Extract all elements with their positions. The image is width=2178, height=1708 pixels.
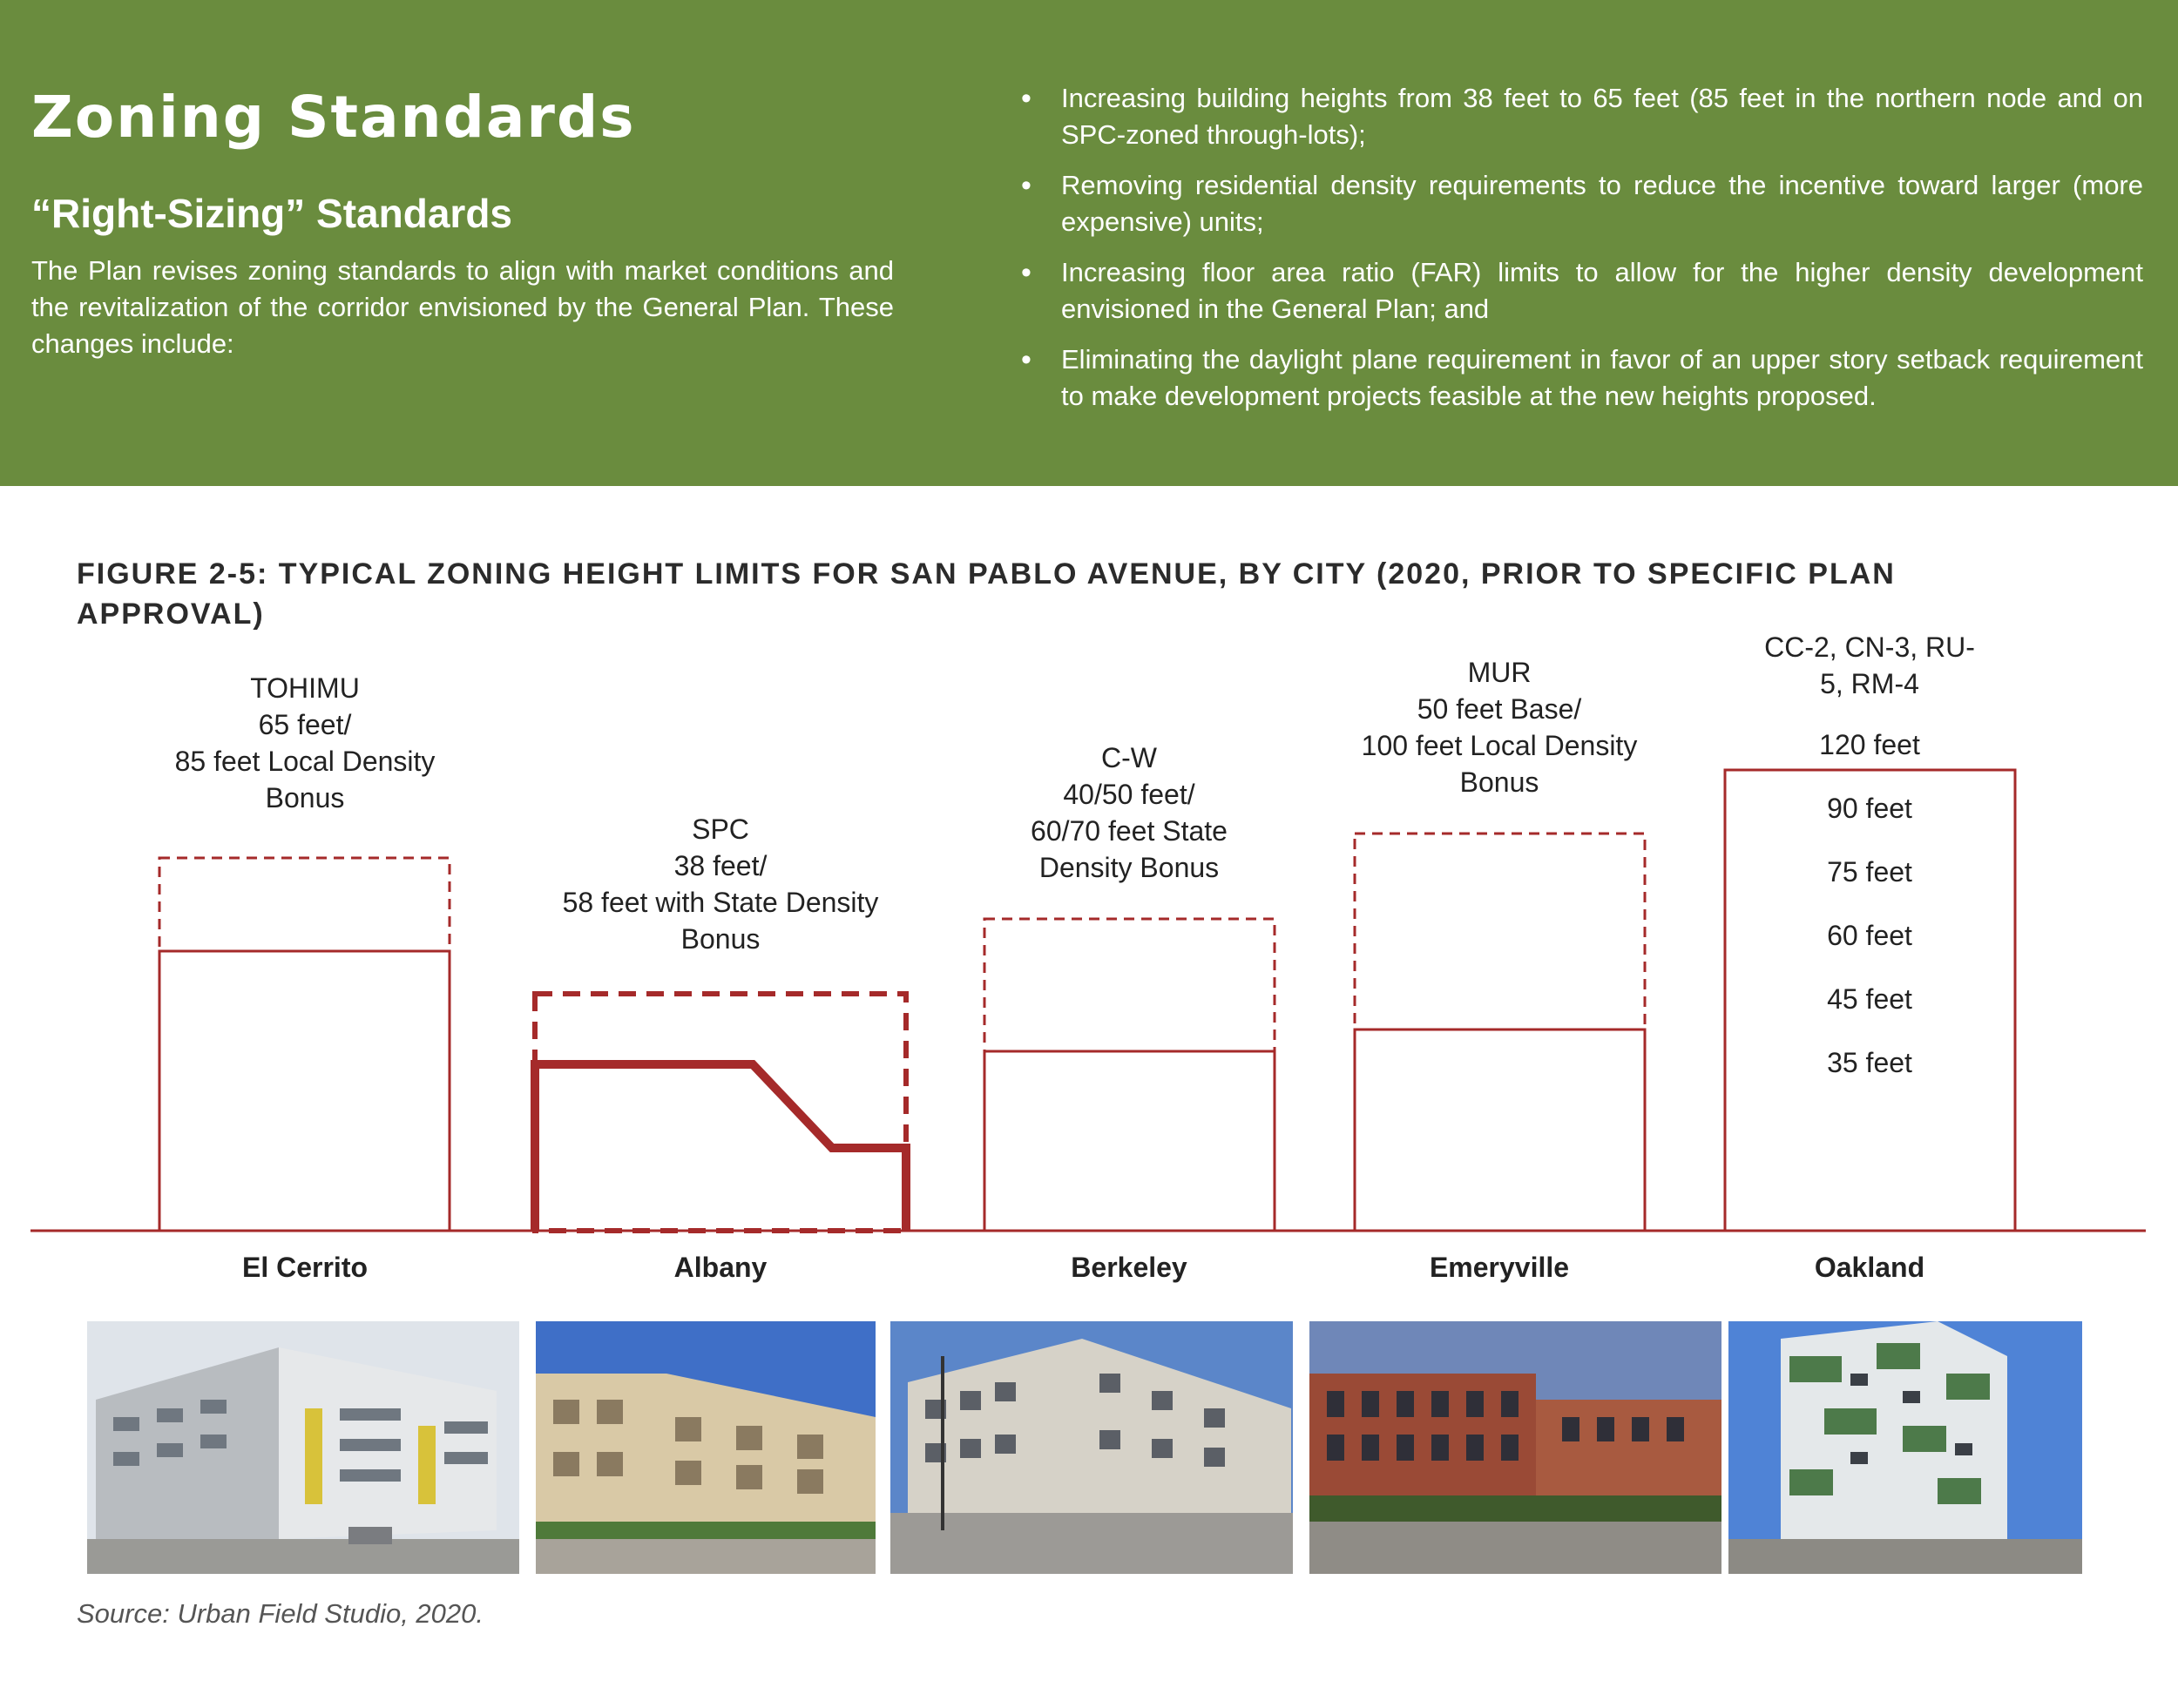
bullet-icon: • <box>1021 256 1032 289</box>
zoning-label-line: MUR <box>1467 657 1532 688</box>
list-item-text: Increasing building heights from 38 feet to 65 feet (85 feet in the northern node and on SPC-zoned through-lots); <box>1061 83 2143 150</box>
zoning-label-line: 5, RM-4 <box>1820 668 1919 699</box>
albany-base-envelope <box>535 1064 906 1231</box>
zoning-label-line: SPC <box>692 813 749 845</box>
emeryville-bonus-envelope <box>1355 834 1645 1231</box>
albany-bonus-envelope <box>535 994 906 1231</box>
zoning-label-line: 60/70 feet State <box>1031 815 1228 847</box>
zoning-label-line: 38 feet/ <box>673 850 768 881</box>
mixed-use-building-photo-icon <box>890 1321 1293 1574</box>
berkeley-base-envelope <box>984 1051 1275 1231</box>
city-name-oakland: Oakland <box>1814 1252 1925 1283</box>
el-cerrito-bonus-envelope <box>159 858 450 1231</box>
oakland-photo <box>1728 1321 2082 1574</box>
el-cerrito-photo <box>87 1321 519 1574</box>
section-subtitle: “Right-Sizing” Standards <box>31 191 512 236</box>
intro-paragraph: The Plan revises zoning standards to align with market conditions and the revitalization of the corridor envisioned by the General Plan. These changes include: <box>31 255 894 359</box>
city-name-berkeley: Berkeley <box>1071 1252 1187 1283</box>
bullet-icon: • <box>1021 343 1032 376</box>
oakland-zoning-label <box>1695 629 2044 702</box>
highrise-building-photo-icon <box>1728 1321 2082 1574</box>
zoning-label-line: C-W <box>1101 742 1157 773</box>
apartment-rendering-photo-icon <box>87 1321 519 1574</box>
source-note: Source: Urban Field Studio, 2020. <box>77 1598 484 1629</box>
oakland-height-label: 45 feet <box>1827 983 1912 1015</box>
bullet-icon: • <box>1021 82 1032 115</box>
bullet-icon: • <box>1021 169 1032 202</box>
berkeley-bonus-envelope <box>984 919 1275 1231</box>
albany-photo <box>536 1321 876 1574</box>
emeryville-photo <box>1309 1321 1721 1574</box>
list-item-text: Removing residential density requirements to reduce the incentive toward larger (more expensive) units; <box>1061 170 2143 237</box>
city-name-el-cerrito: El Cerrito <box>241 1252 369 1283</box>
zoning-label-line: 50 feet Base/ <box>1417 693 1582 725</box>
zoning-label-line: 85 feet Local Density <box>174 746 436 777</box>
el-cerrito-base-envelope <box>159 951 450 1231</box>
oakland-height-label: 120 feet <box>1819 729 1920 760</box>
zoning-label-line: Density Bonus <box>1038 852 1220 883</box>
city-name-emeryville: Emeryville <box>1429 1252 1570 1283</box>
oakland-height-label: 60 feet <box>1827 920 1912 951</box>
emeryville-zoning-label <box>1325 654 1674 800</box>
apartment-building-photo-icon <box>536 1321 876 1574</box>
zoning-label-line: Bonus <box>680 923 761 955</box>
oakland-height-label: 35 feet <box>1827 1047 1912 1078</box>
oakland-height-label: 90 feet <box>1827 793 1912 824</box>
brick-building-rendering-photo-icon <box>1309 1321 1721 1574</box>
albany-zoning-label <box>503 811 938 957</box>
zoning-label-line: Bonus <box>265 782 345 813</box>
berkeley-photo <box>890 1321 1293 1574</box>
berkeley-zoning-label <box>955 739 1303 886</box>
figure-title: FIGURE 2-5: TYPICAL ZONING HEIGHT LIMITS FOR SAN PABLO AVENUE, BY CITY (2020, PRIOR TO SPECIFIC PLAN APPROVAL) <box>77 557 1896 631</box>
city-name-albany: Albany <box>673 1252 768 1283</box>
zoning-label-line: 65 feet/ <box>258 709 352 740</box>
zoning-label-line: 40/50 feet/ <box>1063 779 1195 810</box>
el-cerrito-zoning-label <box>131 670 479 816</box>
page-title: Zoning Standards <box>31 84 636 151</box>
zoning-label-line: CC-2, CN-3, RU- <box>1764 631 1975 663</box>
zoning-label-line: 58 feet with State Density <box>562 887 879 918</box>
emeryville-base-envelope <box>1355 1030 1645 1231</box>
list-item-text: Increasing floor area ratio (FAR) limits to allow for the higher density development envisioned in the General Plan; and <box>1061 257 2143 324</box>
list-item-text: Eliminating the daylight plane requirement in favor of an upper story setback requirement to make development projects feasible at the new heights proposed. <box>1061 344 2143 411</box>
zoning-label-line: TOHIMU <box>250 672 360 704</box>
zoning-label-line: Bonus <box>1459 766 1539 798</box>
zoning-label-line: 100 feet Local Density <box>1361 730 1638 761</box>
oakland-height-label: 75 feet <box>1827 856 1912 888</box>
